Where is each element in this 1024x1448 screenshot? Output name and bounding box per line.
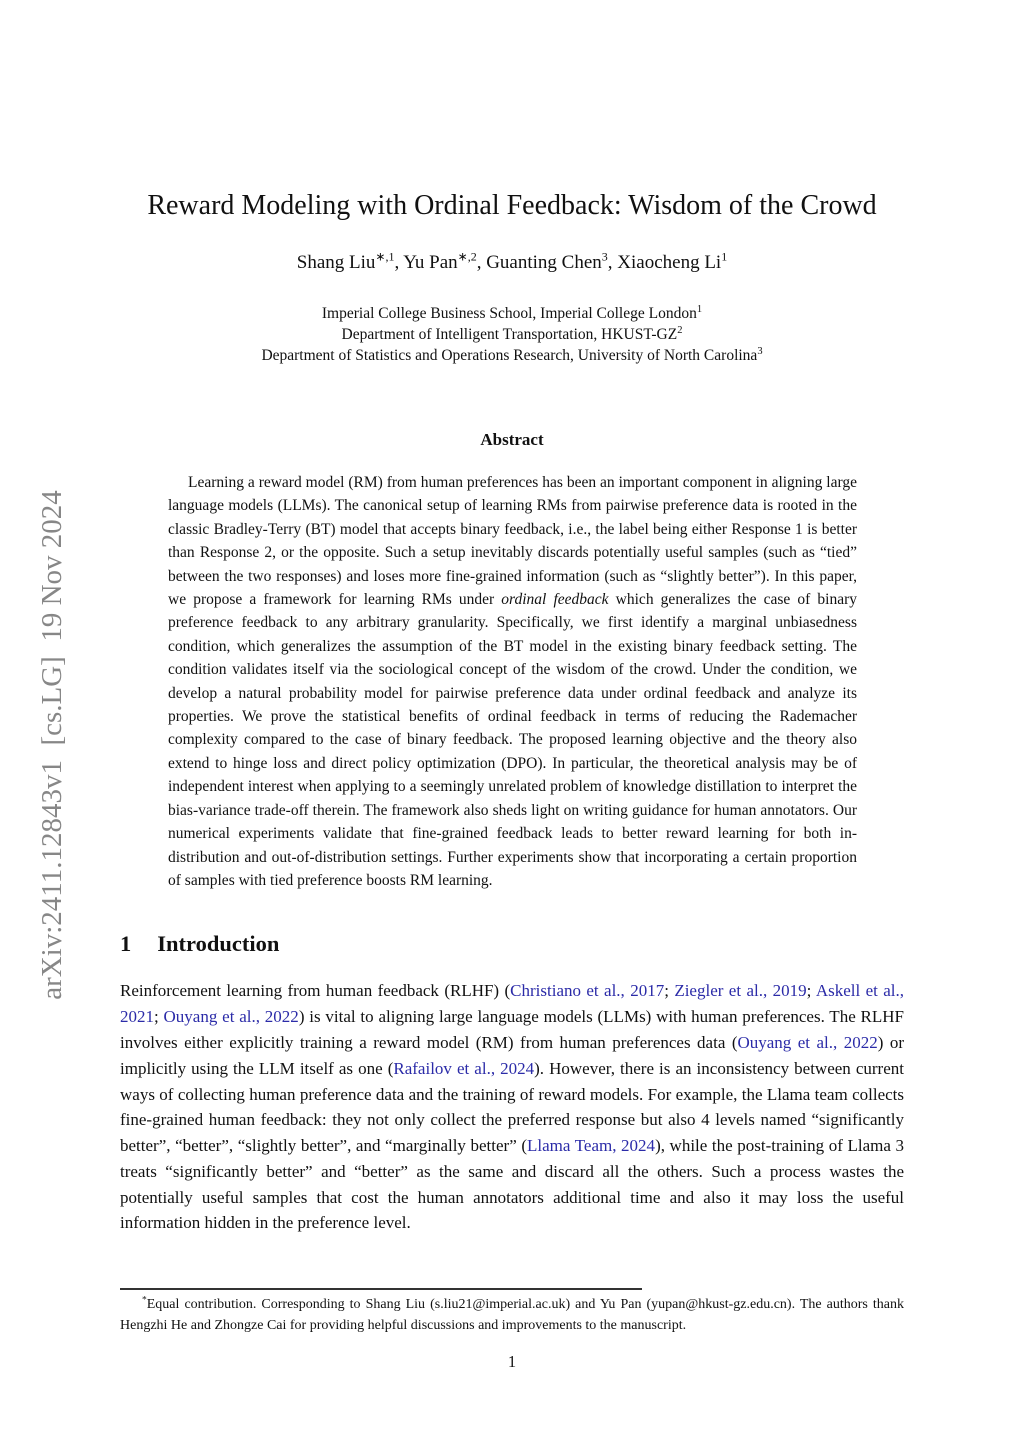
superscript: 1 [721,249,728,264]
footnote-text: *Equal contribution. Corresponding to Shang Liu (s.liu21@imperial.ac.uk) and Yu Pan (yupan@hkust-gz.edu.cn). The authors thank Hengzhi He and Zhongze Cai for providing helpful discussions and improvements to the manuscript. [120,1295,904,1333]
superscript: ∗,1 [375,249,395,264]
section-heading-introduction [120,931,904,957]
affiliation-line: Department of Intelligent Transportation, HKUST-$GZ^2$ [341,324,683,343]
text-run: ; [154,1007,164,1027]
author-list [120,249,904,274]
text-run: ) or implicitly using the LLM itself as one ( [120,1032,904,1078]
arxiv-sidebar-banner: arXiv:2411.12843v1 [cs.LG] 19 Nov 2024 [36,490,68,1000]
abstract-body [168,471,857,892]
introduction-paragraph [120,978,904,1236]
paper-title: Reward Modeling with Ordinal Feedback: Wisdom of the Crowd [147,190,877,221]
citation-link[interactable]: Askell et al., 2021 [120,981,905,1027]
text-run: which generalizes the case of binary preference feedback to any arbitrary granularity. Specifically, we first identify a marginal unbiasedness condition, which generalizes the assumption of the BT model in the existing binary feedback setting. The condition validates itself via the sociological concept of the wisdom of the crowd. Under the condition, we develop a natural probability model for pairwise preference data under ordinal feedback and analyze its properties. We prove the statistical benefits of ordinal feedback in terms of reducing the Rademacher complexity compared to the case of binary feedback. The proposed learning objective and the theory also extend to hinge loss and direct policy optimization (DPO). In particular, the theoretical analysis may be of independent interest when applying to a seemingly unrelated problem of knowledge distillation to interpret the bias-variance trade-off therein. The framework also sheds light on writing guidance for human annotators. Our numerical experiments validate that fine-grained feedback leads to better reward learning for both in-distribution and out-of-distribution settings. Further experiments show that incorporating a certain proportion of samples with tied preference boosts RM learning. [168,591,857,889]
text-run: , Yu Pan [394,252,458,273]
affiliation-line: Imperial College Business School, Imperial College London$^1$ [321,303,703,322]
section-number: 1 [120,931,132,957]
superscript: 3 [601,249,608,264]
citation-link[interactable]: Rafailov et al., 2024 [393,1058,535,1078]
text-run: ) is vital to aligning large language models (LLMs) with human preferences. The RLHF involves either explicitly training a reward model (RM) from human preferences data ( [120,1007,904,1052]
abstract-heading: Abstract [480,430,544,449]
citation-link[interactable]: Ouyang et al., 2022 [737,1032,878,1052]
affiliation-list [120,303,904,366]
footnote-rule [120,1288,642,1290]
paper-content [120,0,904,1236]
citation-link[interactable]: Ouyang et al., 2022 [163,1007,299,1027]
citation-link[interactable]: Christiano et al., 2017 [510,981,665,1001]
text-run: ; [806,981,816,1001]
text-run: , Guanting Chen [476,252,602,273]
superscript: ∗,2 [457,249,477,264]
footnote-marker: * [142,1295,147,1306]
footnote-area [120,1288,904,1336]
abstract-section [120,430,904,892]
text-run: ). However, there is an inconsistency between current ways of collecting human preference data and the training of reward models. For example, the Llama team collects fine-grained human feedback: they not only collect the preferred response but also 4 levels named “significantly better”, “better”, “slightly better”, and “marginally better” ( [120,1058,904,1156]
text-run: ), while the post-training of Llama 3 treats “significantly better” and “better” as the same and discard all the others. Such a process wastes the potentially useful samples that cost the human annotators additional time and also it may loss the useful information hidden in the preference level. [120,1136,904,1233]
text-run: ; [664,981,675,1001]
text-run: Reinforcement learning from human feedback (RLHF) ( [120,981,511,1001]
text-run: Shang Liu [296,252,376,273]
affiliation-line: Department of Statistics and Operations Research, University of North Carolina$^3$ [261,345,763,364]
text-run: Learning a reward model (RM) from human preferences has been an important component in aligning large language models (LLMs). The canonical setup of learning RMs from pairwise preference data is rooted in the classic Bradley-Terry (BT) model that accepts binary feedback, i.e., the label being either Response 1 is better than Response 2, or the opposite. Such a setup inevitably discards potentially useful samples (such as “tied” between the two responses) and loses more fine-grained information (such as “slightly better”). In this paper, we propose a framework for learning RMs under [168,474,857,609]
citation-link[interactable]: Ziegler et al., 2019 [674,981,807,1001]
text-run: , Xiaocheng Li [607,252,722,273]
section-title: Introduction [157,931,280,957]
page-number: 1 [507,1352,517,1371]
emphasized-text: ordinal feedback [501,591,609,609]
citation-link[interactable]: Llama Team, 2024 [527,1136,656,1156]
